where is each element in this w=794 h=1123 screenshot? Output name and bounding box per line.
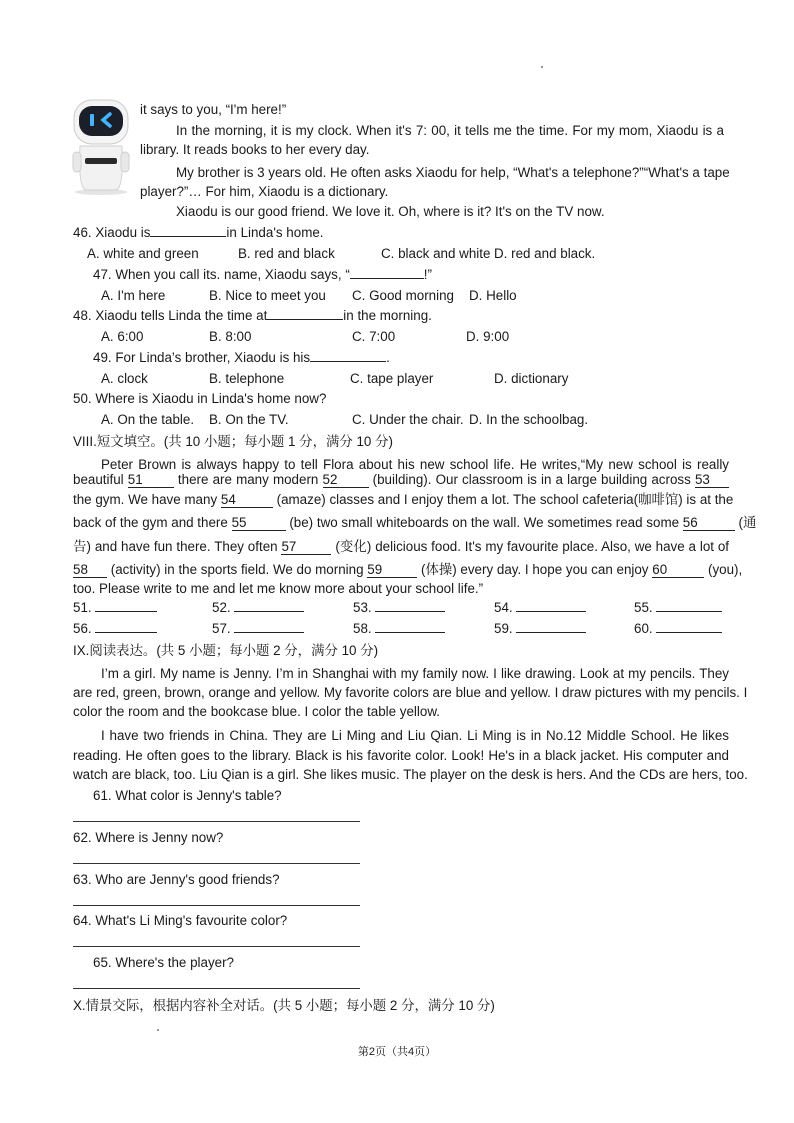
option-50c[interactable]: C. Under the chair. (352, 412, 464, 427)
passage-line-3: library. It reads books to her every day. (140, 142, 370, 157)
option-47b[interactable]: B. Nice to meet you (209, 288, 326, 303)
reading-line-1: I’m a girl. My name is Jenny. I’m in Shanghai with my family now. I like drawing. Look at my pencils. They (101, 666, 729, 681)
answer-56 (73, 620, 157, 638)
answer-blank[interactable] (656, 611, 722, 612)
answer-label: 57. (212, 621, 231, 636)
reading-line-5: reading. He often goes to the library. Black is his favorite color. Look! He's in a black jacket. His computer and (73, 748, 729, 763)
option-46c[interactable]: C. black and white (381, 246, 491, 261)
option-49b[interactable]: B. telephone (209, 371, 285, 386)
answer-blank[interactable] (95, 632, 157, 633)
answer-label: 51. (73, 600, 92, 615)
cloze-blank-55[interactable]: 55 (232, 515, 286, 531)
answer-label: 54. (494, 600, 513, 615)
option-49a[interactable]: A. clock (101, 371, 148, 386)
question-50: 50. Where is Xiaodu in Linda's home now? (73, 391, 327, 406)
answer-blank[interactable] (234, 611, 304, 612)
cloze-text: (activity) in the sports field. We do morning (110, 562, 364, 577)
cloze-text: (变化) delicious food. It's my favourite place. Also, we have a lot of (335, 539, 729, 554)
answer-label: 52. (212, 600, 231, 615)
option-49d[interactable]: D. dictionary (494, 371, 569, 386)
answer-blank[interactable] (350, 278, 424, 279)
question-63: 63. Who are Jenny's good friends? (73, 872, 280, 887)
cloze-line-3 (73, 491, 734, 509)
option-48a[interactable]: A. 6:00 (101, 329, 144, 344)
answer-blank[interactable] (234, 632, 304, 633)
cloze-blank-52[interactable]: 52 (323, 472, 369, 488)
answer-60 (634, 620, 722, 638)
cloze-text: (体操) every day. I hope you can enjoy (421, 562, 649, 577)
answer-53 (353, 599, 445, 617)
passage-line-4: My brother is 3 years old. He often asks Xiaodu for help, “What's a telephone?”“What's a tape (176, 165, 730, 180)
answer-blank[interactable] (516, 611, 586, 612)
question-47 (93, 266, 432, 284)
question-text: 49. For Linda’s brother, Xiaodu is his (93, 350, 311, 365)
cloze-blank-58[interactable]: 58 (73, 562, 107, 578)
answer-label: 58. (353, 621, 372, 636)
answer-58 (353, 620, 445, 638)
cloze-line-7: too. Please write to me and let me know more about your school life.” (73, 581, 484, 596)
option-46d[interactable]: D. red and black. (494, 246, 596, 261)
passage-line-1: it says to you, “I'm here!” (140, 102, 287, 117)
reading-line-3: color the room and the bookcase blue. I color the table yellow. (73, 704, 440, 719)
cloze-blank-57[interactable]: 57 (281, 539, 331, 555)
cloze-blank-54[interactable]: 54 (221, 492, 273, 508)
cloze-line-6 (73, 561, 743, 579)
answer-51 (73, 599, 157, 617)
answer-label: 55. (634, 600, 653, 615)
reading-line-4: I have two friends in China. They are Li Ming and Liu Qian. Li Ming is in No.12 Middle School. He likes (101, 728, 729, 743)
question-text: 46. Xiaodu is (73, 225, 151, 240)
cloze-text: beautiful (73, 472, 124, 487)
section-10-title: X.情景交际，根据内容补全对话。(共 5 小题；每小题 2 分，满分 10 分) (73, 998, 495, 1013)
question-text: in the morning. (343, 308, 432, 323)
question-62: 62. Where is Jenny now? (73, 830, 224, 845)
option-48c[interactable]: C. 7:00 (352, 329, 396, 344)
cloze-blank-60[interactable]: 60 (652, 562, 704, 578)
question-text: . (386, 350, 390, 365)
cloze-text: (be) two small whiteboards on the wall. We sometimes read some (289, 515, 680, 530)
robot-illustration (66, 96, 136, 196)
question-61: 61. What color is Jenny's table? (93, 788, 282, 803)
answer-line-63[interactable] (73, 905, 360, 906)
cloze-text: (building). Our classroom is in a large building across (372, 472, 691, 487)
cloze-text: (通 (738, 515, 757, 530)
question-64: 64. What's Li Ming's favourite color? (73, 913, 288, 928)
cloze-line-2 (73, 471, 729, 489)
question-text: 48. Xiaodu tells Linda the time at (73, 308, 268, 323)
answer-label: 60. (634, 621, 653, 636)
answer-label: 59. (494, 621, 513, 636)
answer-blank[interactable] (310, 361, 386, 362)
answer-blank[interactable] (375, 611, 445, 612)
answer-line-65[interactable] (73, 988, 360, 989)
option-46b[interactable]: B. red and black (238, 246, 335, 261)
answer-52 (212, 599, 304, 617)
answer-blank[interactable] (150, 236, 226, 237)
option-50d[interactable]: D. In the schoolbag. (469, 412, 589, 427)
reading-line-6: watch are black, too. Liu Qian is a girl. She likes music. The player on the desk is hers. And the CDs are hers, too. (73, 767, 748, 782)
cloze-line-1: Peter Brown is always happy to tell Flora about his new school life. He writes,“My new school is really (101, 457, 729, 472)
option-50b[interactable]: B. On the TV. (209, 412, 289, 427)
cloze-line-4 (73, 514, 757, 532)
question-48 (73, 307, 432, 325)
cloze-text: 告) and have fun there. They often (73, 539, 278, 554)
question-text: in Linda's home. (226, 225, 324, 240)
reading-line-2: are red, green, brown, orange and yellow. My favorite colors are blue and yellow. I draw pictures with my pencils. I (73, 685, 748, 700)
cloze-text: the gym. We have many (73, 492, 218, 507)
option-48b[interactable]: B. 8:00 (209, 329, 252, 344)
answer-54 (494, 599, 586, 617)
answer-55 (634, 599, 722, 617)
question-65: 65. Where's the player? (93, 955, 235, 970)
option-49c[interactable]: C. tape player (350, 371, 434, 386)
cloze-line-5 (73, 538, 729, 556)
option-47a[interactable]: A. I'm here (101, 288, 166, 303)
answer-line-64[interactable] (73, 946, 360, 947)
cloze-text: (amaze) classes and I enjoy them a lot. The school cafeteria(咖啡馆) is at the (276, 492, 734, 507)
answer-59 (494, 620, 586, 638)
option-48d[interactable]: D. 9:00 (466, 329, 510, 344)
answer-line-62[interactable] (73, 863, 360, 864)
cloze-blank-56[interactable]: 56 (683, 515, 735, 531)
answer-57 (212, 620, 304, 638)
cloze-text: there are many modern (177, 472, 319, 487)
cloze-blank-59[interactable]: 59 (367, 562, 417, 578)
option-50a[interactable]: A. On the table. (101, 412, 195, 427)
section-8-title: VIII.短文填空。(共 10 小题；每小题 1 分，满分 10 分) (73, 434, 393, 449)
question-46 (73, 224, 324, 242)
passage-line-6: Xiaodu is our good friend. We love it. Oh, where is it? It's on the TV now. (176, 204, 605, 219)
question-text: 47. When you call its. name, Xiaodu says, “ (93, 267, 350, 282)
cloze-text: (you), (707, 562, 743, 577)
answer-blank[interactable] (267, 319, 343, 320)
answer-label: 53. (353, 600, 372, 615)
option-47c[interactable]: C. Good morning (352, 288, 454, 303)
answer-blank[interactable] (516, 632, 586, 633)
passage-line-2: In the morning, it is my clock. When it's 7: 00, it tells me the time. For my mom, Xiaodu is a (176, 123, 724, 138)
answer-label: 56. (73, 621, 92, 636)
answer-blank[interactable] (656, 632, 722, 633)
passage-line-5: player?”… For him, Xiaodu is a dictionary. (140, 184, 389, 199)
question-49 (93, 349, 390, 367)
option-47d[interactable]: D. Hello (469, 288, 517, 303)
option-46a[interactable]: A. white and green (87, 246, 199, 261)
answer-blank[interactable] (95, 611, 157, 612)
cloze-text: back of the gym and there (73, 515, 228, 530)
section-9-title: IX.阅读表达。(共 5 小题；每小题 2 分，满分 10 分) (73, 643, 379, 658)
question-text: !” (423, 267, 432, 282)
answer-line-61[interactable] (73, 821, 360, 822)
page-footer: 第2页（共4页） (357, 1046, 437, 1058)
cloze-blank-51[interactable]: 51 (128, 472, 174, 488)
cloze-blank-53[interactable]: 53 (695, 472, 729, 488)
answer-blank[interactable] (375, 632, 445, 633)
